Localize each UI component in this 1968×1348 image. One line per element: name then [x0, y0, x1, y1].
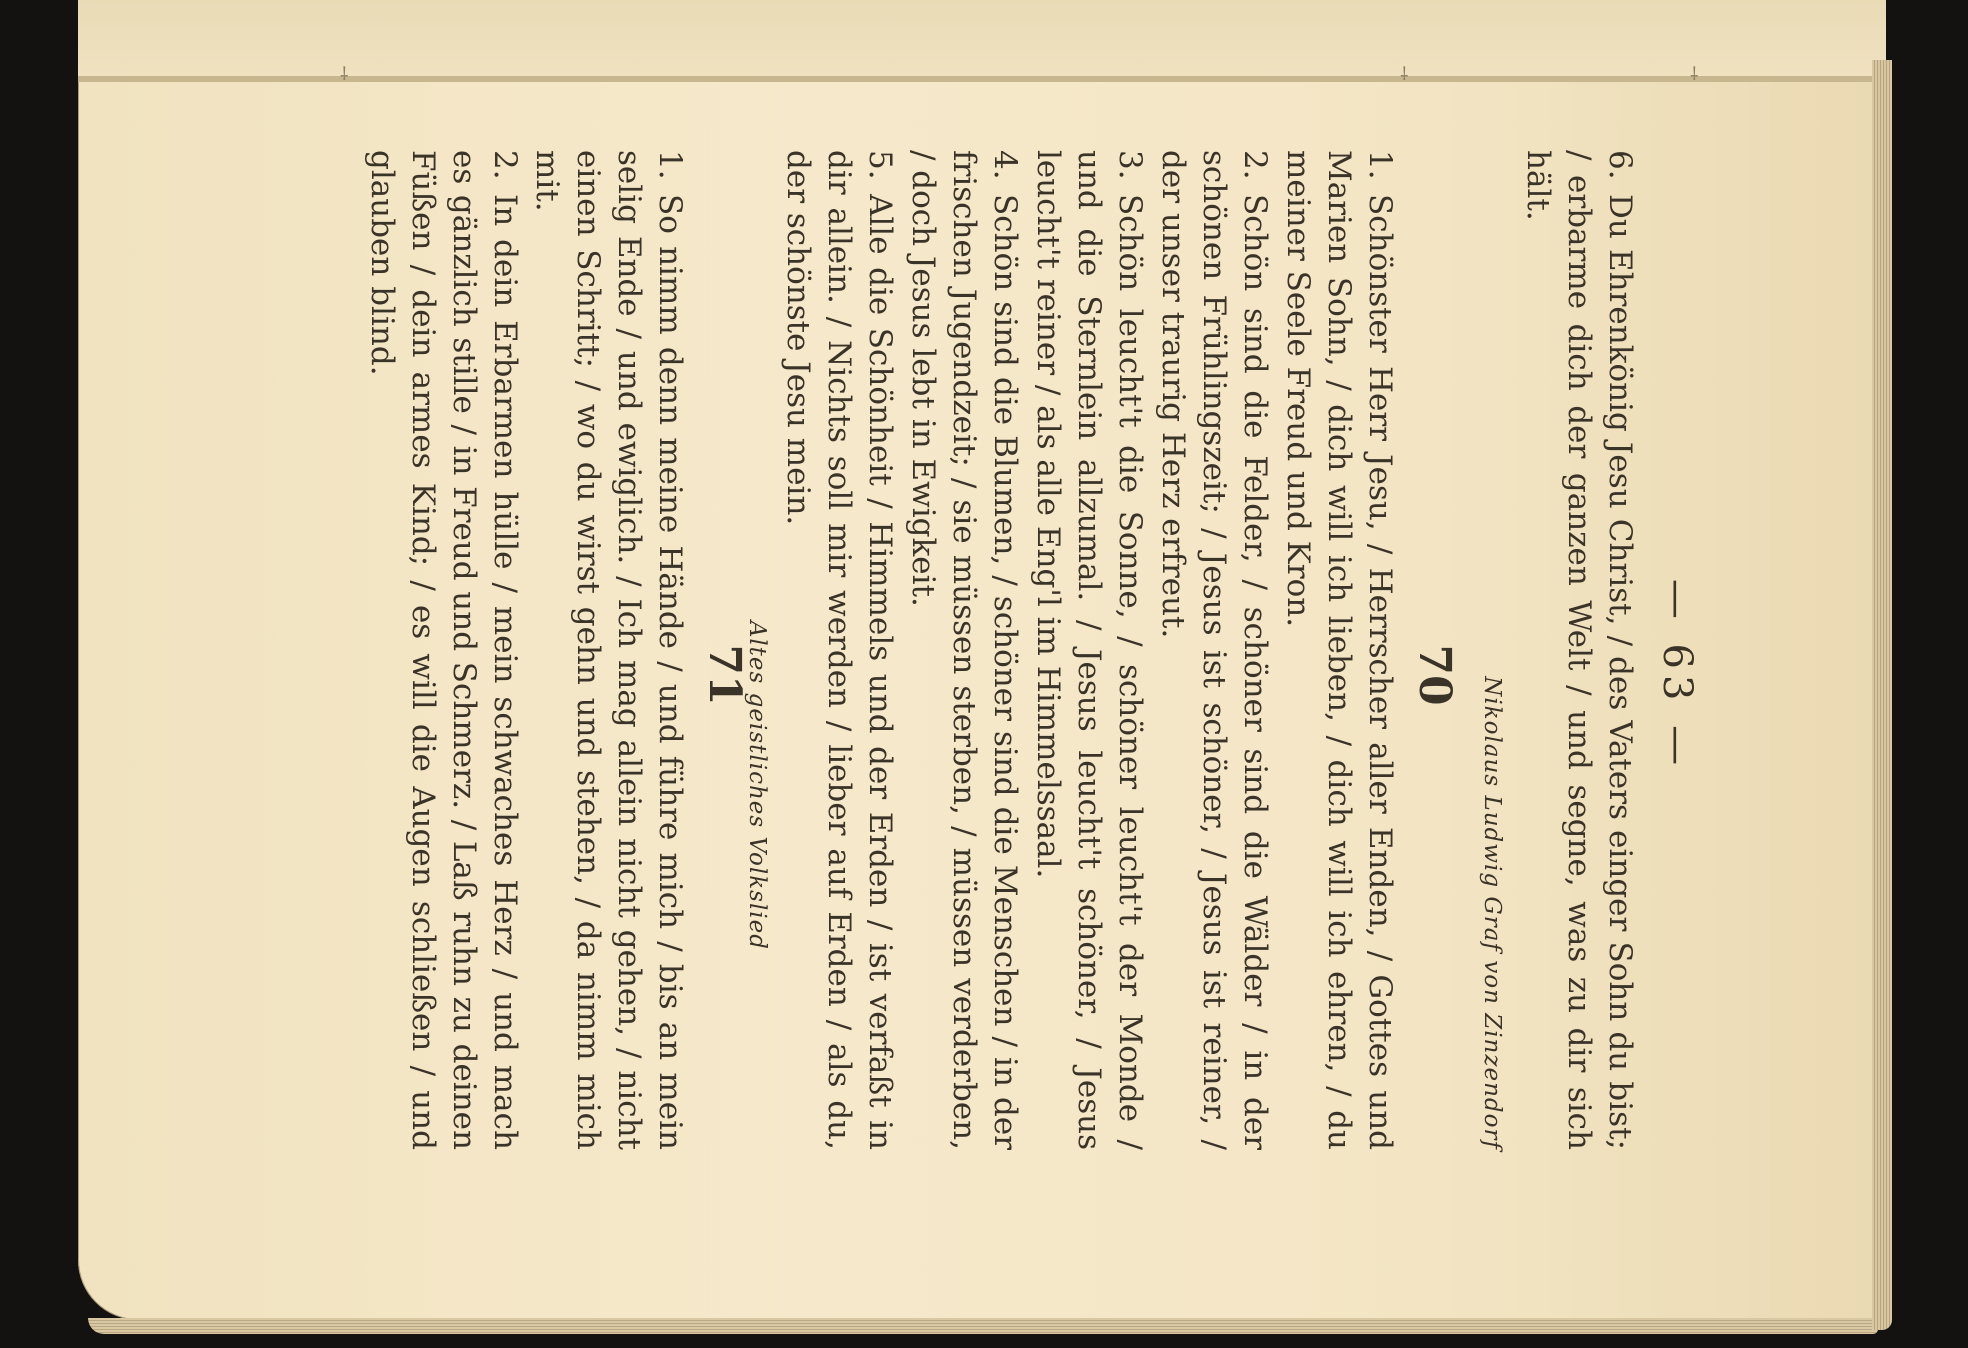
rotated-page-text — [364, 150, 1700, 1200]
stitch-mark: ⸸ — [1690, 64, 1699, 85]
hymn-71-verse-1 — [526, 150, 690, 1150]
verse-number: 4. — [987, 150, 1023, 180]
verse-text: Alle die Schönheit / Himmels und der Erden / ist verfaßt in dir allein. / Nichts soll mir werden / lieber auf Erden / als du, der schönste Jesu mein. — [780, 150, 898, 1150]
hymn-70-verse-2 — [1152, 150, 1275, 1150]
hymn-70-verse-1 — [1277, 150, 1400, 1150]
verse-number: 5. — [862, 150, 898, 180]
hymn-70-verse-5 — [777, 150, 900, 1150]
verse-number: 1. — [652, 150, 688, 180]
hymn-number-70: 70 — [1409, 644, 1460, 706]
verse-text: In dein Erbarmen hülle / mein schwaches Herz / und mach es gänzlich stille / in Freud und Schmerz. / Laß ruhn zu deinen Füßen / dein armes Kind; / es will die Augen schließen / und glauben blind. — [364, 150, 523, 1150]
verse-number: 3. — [1112, 150, 1148, 180]
page-bottom-edge — [88, 1318, 1878, 1334]
verse-text: Schön sind die Felder, / schöner sind die Wälder / in der schönen Frühlingszeit; / Jesus ist schöner, / Jesus ist reiner, / der unser traurig Herz erfreut. — [1155, 150, 1273, 1150]
verse-number: 2. — [487, 150, 523, 180]
verse-text: Du Ehrenkönig Jesu Christ, / des Vaters einger Sohn du bist; / erbarme dich der ganzen Welt / und segne, was zu dir sich hält. — [1520, 150, 1638, 1150]
verse-text: So nimm denn meine Hände / und führe mich / bis an mein selig Ende / und ewiglich. / Ich mag allein nicht gehen, / nicht einen Schritt; / wo du wirst gehn und stehen, / da nimm mich mit. — [529, 150, 688, 1150]
hymn-70-signature: Altes geistliches Volkslied — [744, 620, 770, 950]
stitch-mark: ⸸ — [340, 64, 349, 85]
verse-text: Schönster Herr Jesu, / Herrscher aller Enden, / Gottes und Marien Sohn, / dich will ich lieben, / dich will ich ehren, / du meiner Seele Freud und Kron. — [1280, 150, 1398, 1150]
stitch-mark: ⸸ — [1400, 64, 1409, 85]
verse-number: 1. — [1362, 150, 1398, 180]
hymn-70-verse-3 — [1027, 150, 1150, 1150]
hymn-70-verse-4 — [902, 150, 1025, 1150]
verse-text: Schön sind die Blumen, / schöner sind die Menschen / in der frischen Jugendzeit; / sie müssen sterben, / müssen verderben, / doch Jesus lebt in Ewigkeit. — [905, 150, 1023, 1150]
verse-number: 2. — [1237, 150, 1273, 180]
author-signature: Nikolaus Ludwig Graf von Zinzendorf — [1479, 676, 1505, 1150]
page-number: — 63 — — [1654, 578, 1700, 772]
verse-number: 6. — [1602, 150, 1638, 180]
page-fore-edge — [1872, 60, 1892, 1330]
hymn-number-71: 71 — [699, 644, 750, 706]
hymn-71-verse-2 — [361, 150, 525, 1150]
verse-text: Schön leucht't die Sonne, / schöner leucht't der Monde / und die Sternlein allzumal. / Jesus leucht't schöner, / Jesus leucht't reiner / als alle Eng'l im Himmelssaal. — [1030, 150, 1148, 1150]
top-verse — [1517, 150, 1640, 1150]
